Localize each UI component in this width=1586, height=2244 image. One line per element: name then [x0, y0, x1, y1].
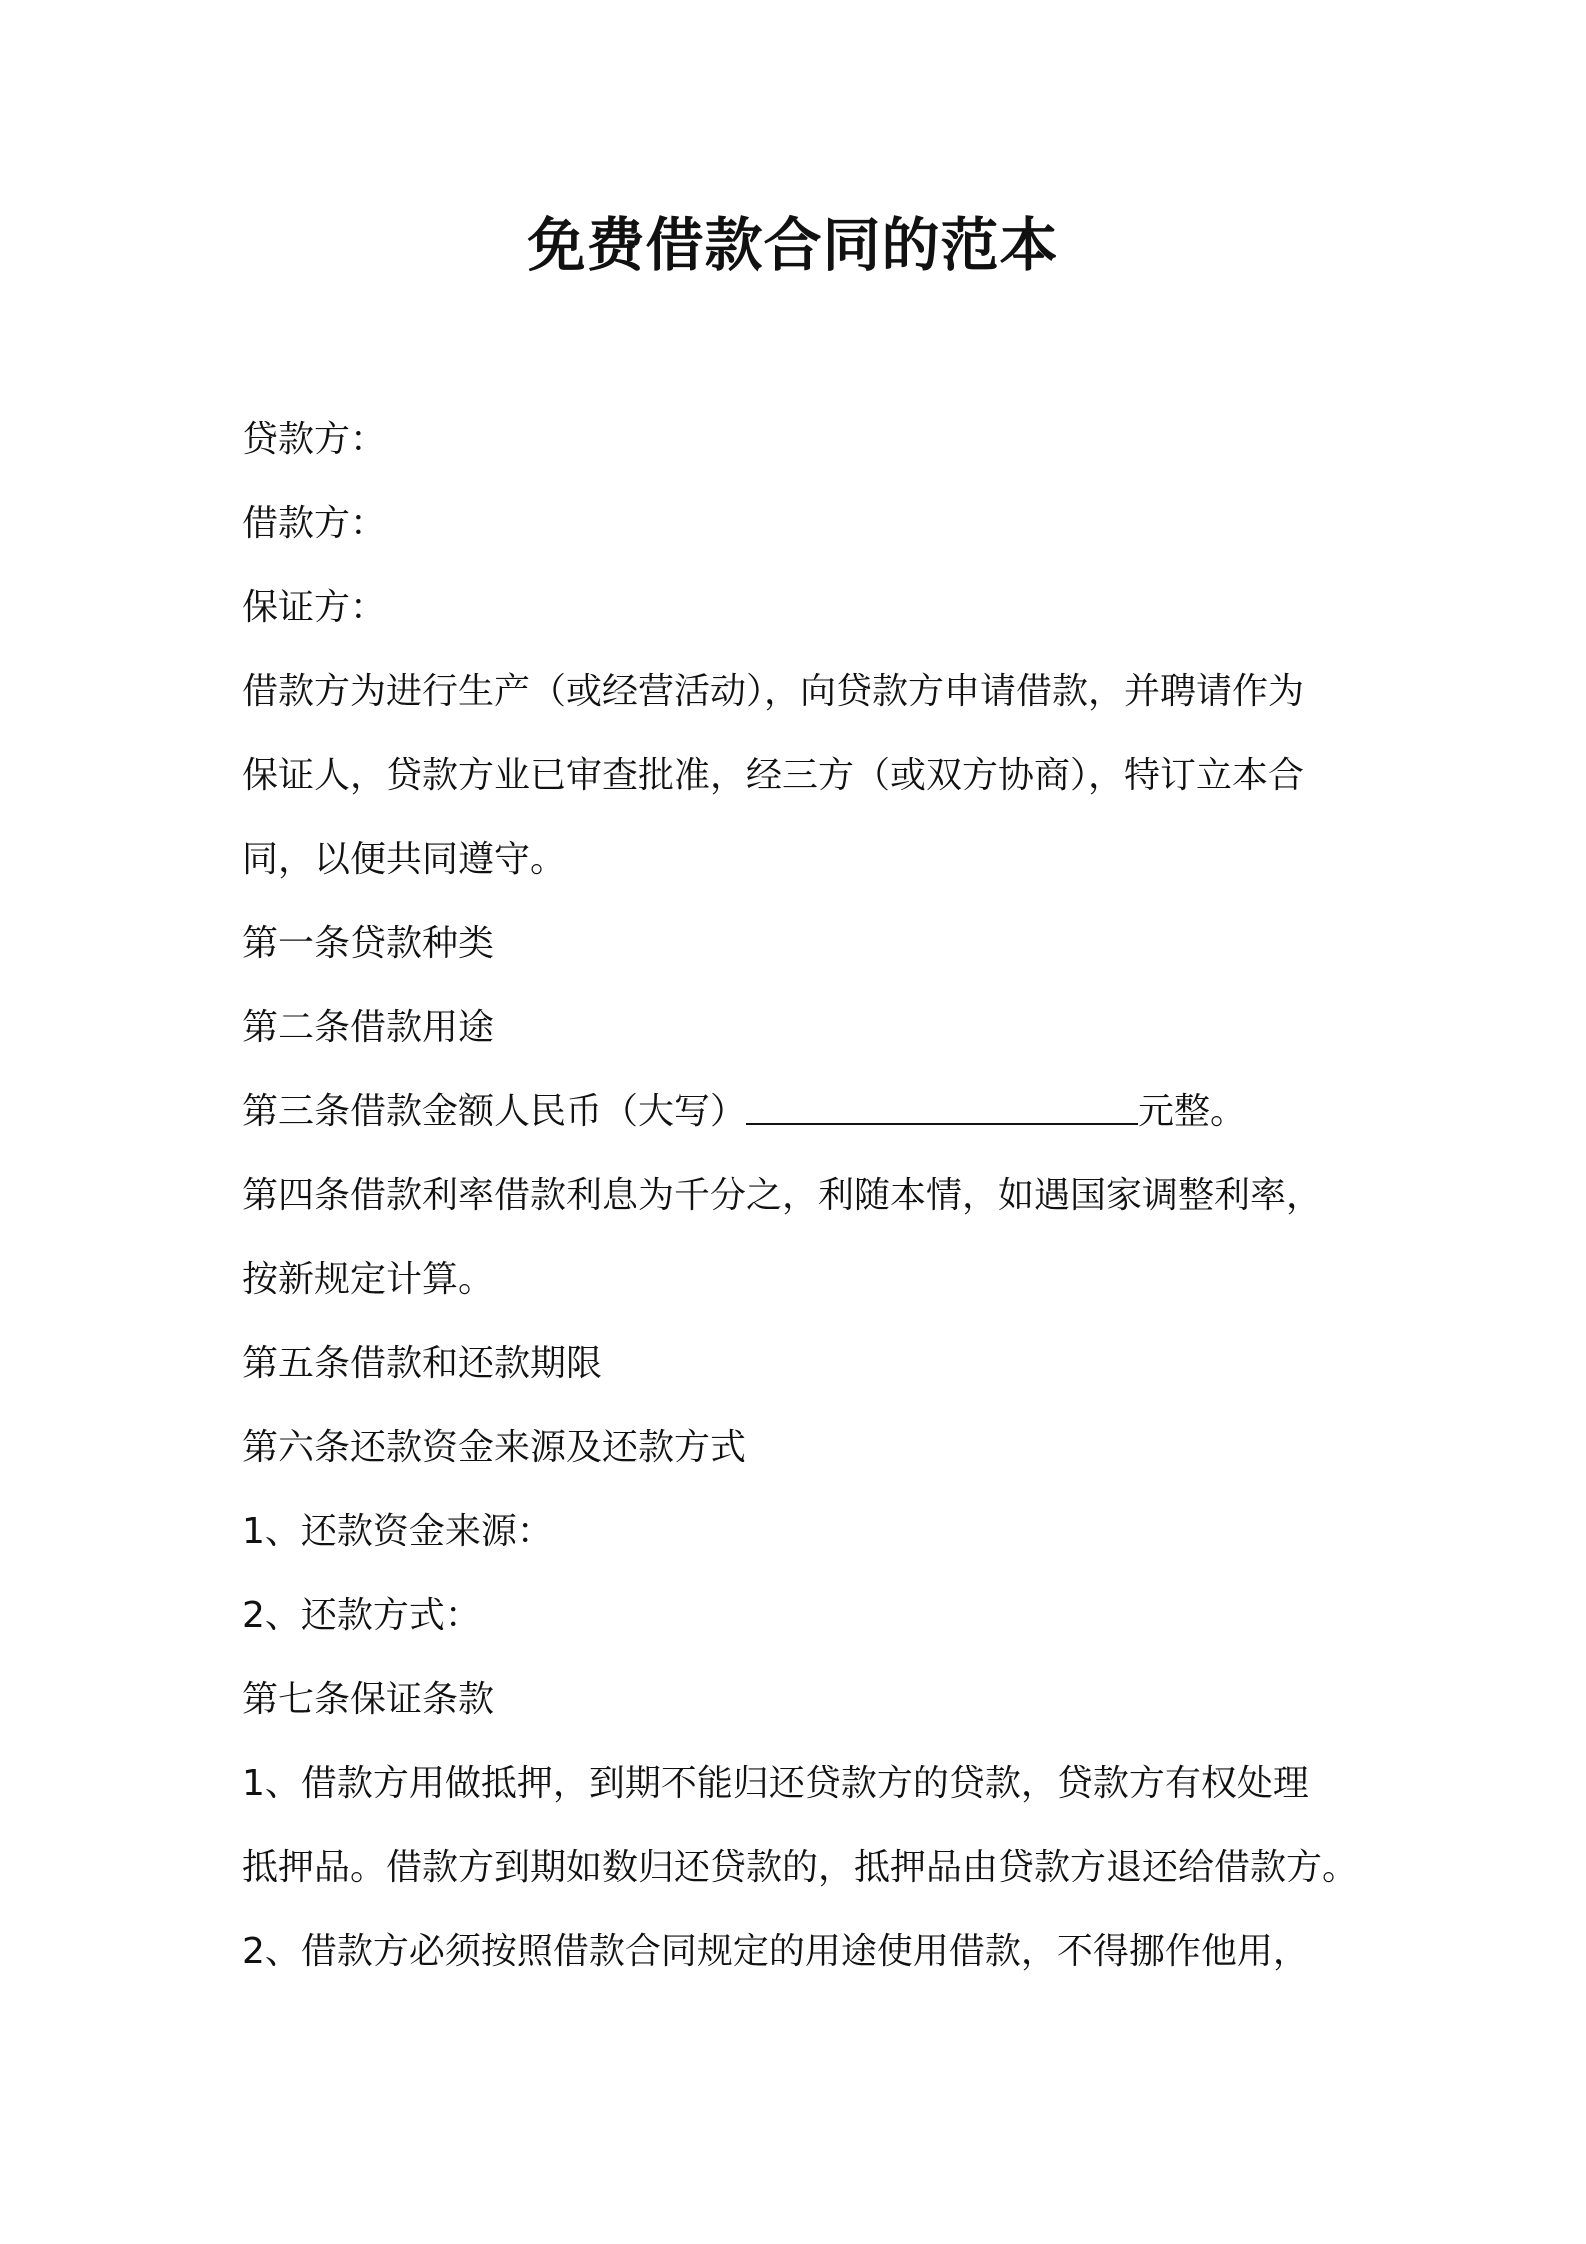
- article-1-heading: 第一条贷款种类: [242, 923, 495, 964]
- preamble-line-2: 保证人，贷款方业已审查批准，经三方（或双方协商），特订立本合: [242, 755, 1305, 796]
- preamble-line-1: 借款方为进行生产（或经营活动），向贷款方申请借款，并聘请作为: [242, 671, 1305, 712]
- repayment-method-line: 2、还款方式：: [242, 1595, 481, 1636]
- article-3-prefix: 第三条借款金额人民币（大写）: [242, 1091, 747, 1132]
- document-title: 免费借款合同的范本: [527, 211, 1059, 279]
- article-2-heading: 第二条借款用途: [242, 1007, 495, 1048]
- article-4-line-1: 第四条借款利率借款利息为千分之，利随本情，如遇国家调整利率，: [242, 1175, 1323, 1216]
- guarantee-clause-1-line-2: 抵押品。借款方到期如数归还贷款的，抵押品由贷款方退还给借款方。: [242, 1847, 1359, 1888]
- article-4-line-2: 按新规定计算。: [242, 1259, 495, 1300]
- article-3-line: [242, 1070, 1364, 1154]
- guarantee-clause-2-line-1: 2、借款方必须按照借款合同规定的用途使用借款，不得挪作他用，: [242, 1931, 1309, 1972]
- borrower-line: 借款方：: [242, 503, 387, 544]
- article-6-heading: 第六条还款资金来源及还款方式: [242, 1427, 747, 1468]
- article-3-suffix: 元整。: [1138, 1091, 1247, 1132]
- article-7-heading: 第七条保证条款: [242, 1679, 495, 1720]
- lender-line: 贷款方：: [242, 419, 387, 460]
- guarantee-clause-1-line-1: 1、借款方用做抵押，到期不能归还贷款方的贷款，贷款方有权处理: [242, 1763, 1309, 1804]
- article-5-heading: 第五条借款和还款期限: [242, 1343, 603, 1384]
- repayment-source-line: 1、还款资金来源：: [242, 1511, 553, 1552]
- guarantor-line: 保证方：: [242, 587, 387, 628]
- amount-blank: [746, 1083, 1138, 1125]
- preamble-line-3: 同，以便共同遵守。: [242, 839, 567, 880]
- contract-body: [242, 398, 1364, 1994]
